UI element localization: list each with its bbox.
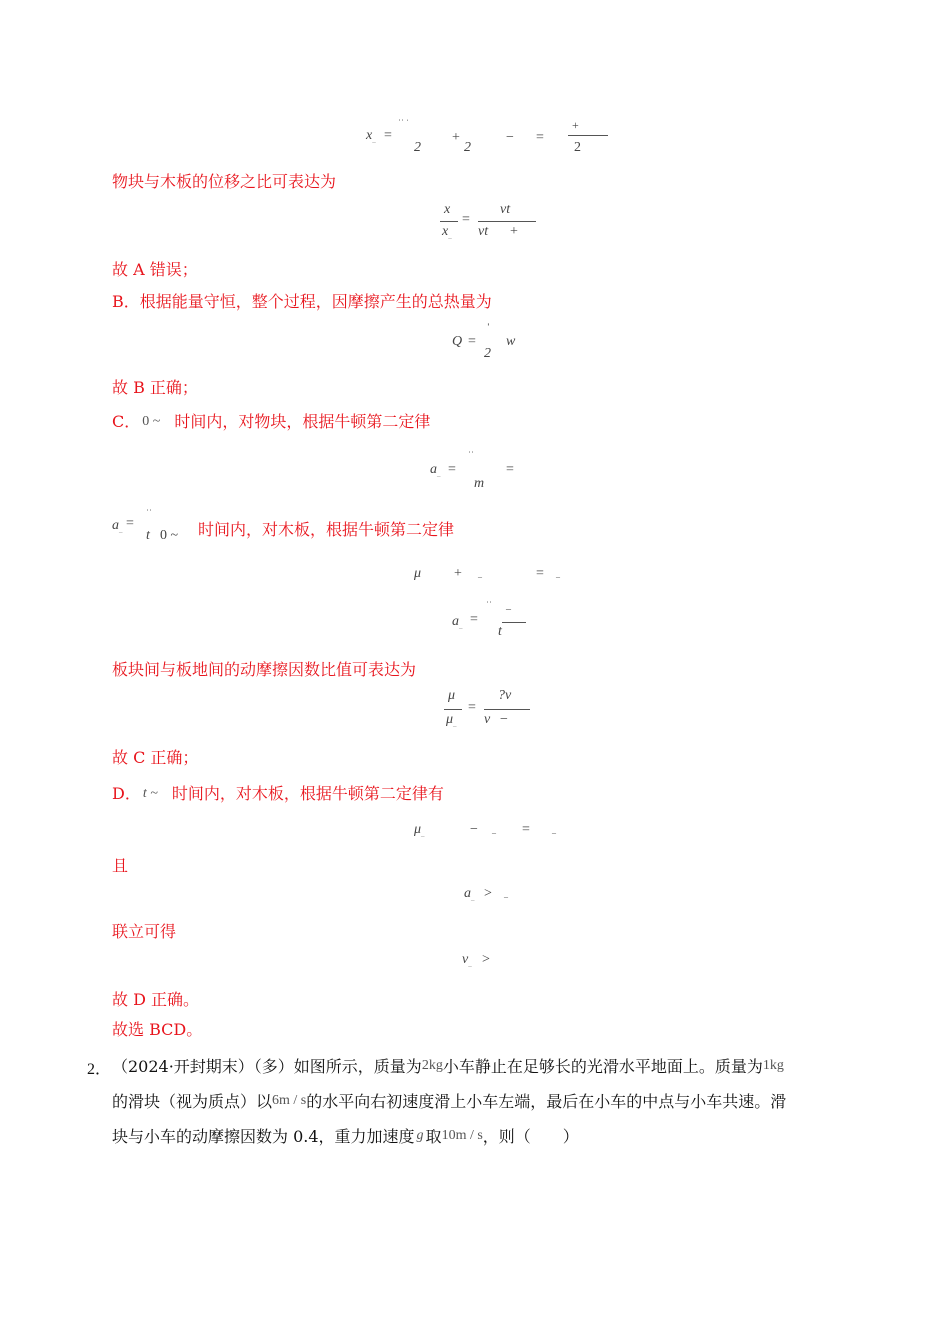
eq-symbol: 2 bbox=[484, 346, 491, 361]
eq-symbol: − bbox=[470, 822, 478, 837]
equation-board-d: $\mu_{\_}$ − _ = _ bbox=[414, 822, 556, 838]
text-a-wrong: 故 A 错误； bbox=[112, 260, 198, 279]
eq-symbol: = bbox=[448, 462, 456, 477]
eq-symbol: μ bbox=[448, 688, 456, 703]
text-d bbox=[112, 784, 444, 804]
equation-v-gt: $v_{\_}$ > bbox=[462, 952, 490, 968]
equation-mu-ratio: μ $\mu_{\_}$ = ?v v − bbox=[444, 688, 544, 734]
question-line-3 bbox=[112, 1126, 579, 1147]
eq-symbol: + bbox=[572, 118, 579, 132]
text-d-right: 故 D 正确。 bbox=[112, 990, 200, 1009]
eq-symbol: ˙˙ bbox=[146, 508, 152, 518]
eq-symbol: ˈ bbox=[486, 322, 491, 337]
d-text: 时间内，对木板，根据牛顿第二定律有 bbox=[171, 784, 444, 803]
c-label: C． bbox=[112, 412, 141, 431]
equation-board-force: μ + _ = _ bbox=[414, 566, 560, 581]
eq-symbol: + bbox=[452, 130, 460, 145]
eq-symbol: x bbox=[366, 128, 373, 143]
question-number: 2． bbox=[87, 1061, 112, 1078]
eq-symbol: a bbox=[430, 462, 437, 477]
eq-symbol: + bbox=[510, 224, 518, 239]
eq-symbol: v bbox=[462, 952, 469, 967]
eq-symbol: = bbox=[470, 612, 478, 627]
q-text: （2024·开封期末）（多）如图所示，质量为 bbox=[112, 1057, 422, 1076]
text-ratio-mu: 板块间与板地间的动摩擦因数比值可表达为 bbox=[112, 660, 417, 679]
text-ratio: 物块与木板的位移之比可表达为 bbox=[112, 172, 337, 191]
eq-symbol: x bbox=[444, 202, 451, 217]
eq-symbol: v bbox=[484, 712, 491, 727]
eq-symbol: x bbox=[442, 224, 449, 239]
equation-displacement: $x_{\_}$ = ˙˙ ˈ 2 + 2 − = + 2 bbox=[366, 122, 616, 162]
eq-symbol: − bbox=[506, 130, 514, 145]
q-text: 的水平向右初速度滑上小车左端，最后在小车的中点与小车共速。滑 bbox=[306, 1092, 787, 1111]
eq-symbol: = bbox=[462, 212, 470, 227]
text-b: B．根据能量守恒，整个过程，因摩擦产生的总热量为 bbox=[112, 292, 492, 311]
text-c-right: 故 C 正确； bbox=[112, 748, 199, 767]
eq-symbol: − bbox=[500, 712, 508, 727]
q-text: ，则（ ） bbox=[482, 1127, 579, 1146]
eq-symbol: 2 bbox=[574, 140, 581, 155]
eq-symbol: = bbox=[536, 566, 544, 581]
eq-symbol: = bbox=[506, 462, 514, 477]
question-line-2 bbox=[112, 1091, 786, 1112]
text-c bbox=[112, 412, 430, 432]
d-range: t ~ bbox=[142, 786, 158, 801]
equation-a1: $a_{\_}$ = ˙˙ m = bbox=[430, 450, 514, 491]
eq-symbol: μ bbox=[414, 822, 422, 837]
question-line-1 bbox=[112, 1056, 784, 1077]
eq-symbol: a bbox=[452, 614, 459, 629]
g-symbol: g bbox=[416, 1128, 424, 1143]
speed-value: 6m / s bbox=[272, 1093, 307, 1108]
q-text: 块与小车的动摩擦因数为 0.4，重力加速度 bbox=[112, 1127, 415, 1146]
mass-value: 2kg bbox=[421, 1058, 443, 1073]
text-combine: 联立可得 bbox=[112, 922, 177, 941]
eq-symbol: a bbox=[464, 886, 471, 901]
mass-value: 1kg bbox=[762, 1058, 784, 1073]
eq-symbol: vt bbox=[500, 202, 511, 217]
eq-symbol: μ bbox=[414, 566, 422, 581]
equation-heat bbox=[452, 322, 532, 366]
eq-symbol: a bbox=[112, 518, 119, 533]
eq-symbol: = bbox=[468, 334, 476, 349]
eq-symbol: = bbox=[126, 516, 134, 531]
text-b-right: 故 B 正确； bbox=[112, 378, 198, 397]
g-value: 10m / s bbox=[441, 1128, 483, 1143]
equation-a-gt: $a_{\_}$ > _ bbox=[464, 886, 508, 902]
eq-symbol: t bbox=[498, 624, 502, 639]
eq-symbol: ˙˙ bbox=[486, 600, 492, 610]
equation-a2: $a_{\_}$ = ˙˙ – t bbox=[452, 600, 542, 646]
text-choose: 故选 BCD。 bbox=[112, 1020, 203, 1039]
eq-symbol: = bbox=[536, 130, 544, 145]
d-label: D． bbox=[112, 784, 141, 803]
eq-symbol: = bbox=[384, 128, 392, 143]
eq-symbol: μ bbox=[446, 712, 454, 727]
q-text: 的滑块（视为质点）以 bbox=[112, 1092, 273, 1111]
eq-symbol: + bbox=[454, 566, 462, 581]
eq-symbol: ?v bbox=[498, 688, 512, 703]
eq-symbol: 2 bbox=[414, 140, 421, 155]
eq-symbol: – bbox=[506, 604, 511, 615]
eq-symbol: ˙˙ bbox=[468, 450, 474, 460]
eq-symbol: ˙˙ ˈ bbox=[398, 118, 410, 128]
eq-symbol: 2 bbox=[464, 140, 471, 155]
eq-symbol: > bbox=[484, 886, 492, 901]
q-text: 取 bbox=[425, 1127, 442, 1146]
eq-symbol: w bbox=[506, 334, 516, 349]
eq-symbol: 0 ~ bbox=[160, 528, 179, 543]
eq-symbol: = bbox=[522, 822, 530, 837]
text-and: 且 bbox=[112, 856, 129, 875]
eq-symbol: vt bbox=[478, 224, 489, 239]
eq-symbol: = bbox=[468, 700, 476, 715]
eq-symbol: t bbox=[146, 528, 150, 543]
text-c-2: 时间内，对木板，根据牛顿第二定律 bbox=[198, 520, 455, 539]
eq-symbol: m bbox=[474, 476, 485, 491]
c-text: 时间内，对物块，根据牛顿第二定律 bbox=[174, 412, 431, 431]
eq-symbol: Q bbox=[452, 334, 463, 349]
c-range: 0 ~ bbox=[142, 414, 161, 429]
equation-ratio: x $x_{\_}$ = vt vt + bbox=[440, 202, 550, 246]
eq-symbol: > bbox=[482, 952, 490, 967]
equation-a1-result: $a_{\_}$ = ˙˙ t 0 ~ bbox=[112, 508, 179, 543]
q-text: 小车静止在足够长的光滑水平地面上。质量为 bbox=[442, 1057, 763, 1076]
